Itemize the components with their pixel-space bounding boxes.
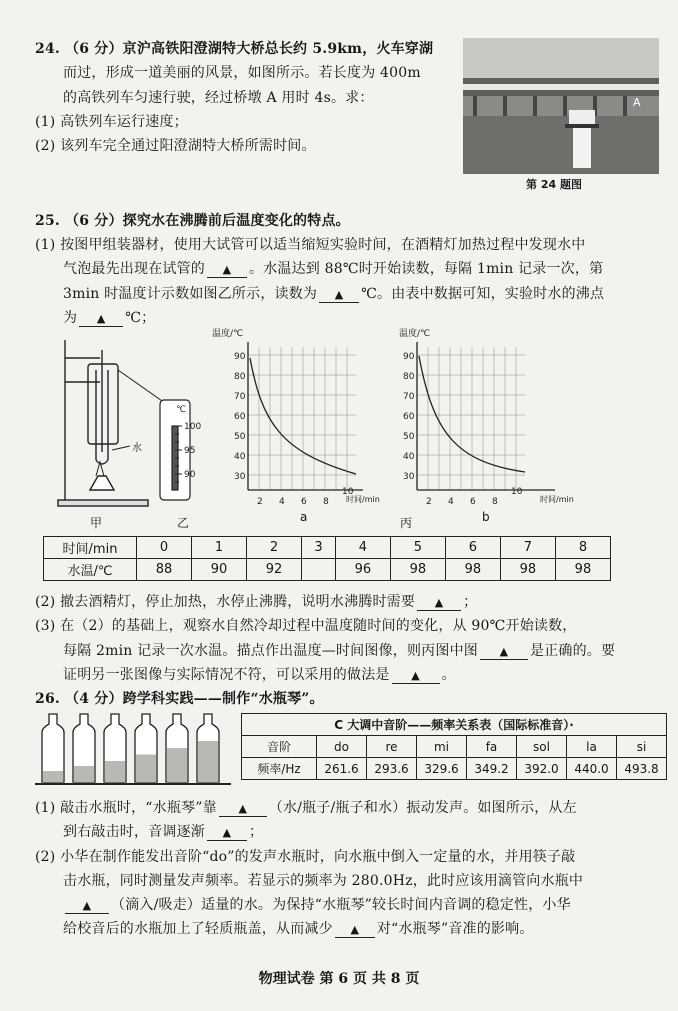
- graph-a-ytick: 90: [234, 352, 246, 362]
- graph-b-ylabel: 温度/℃: [399, 329, 431, 339]
- table-cell: 88: [137, 559, 192, 581]
- water-level: [167, 748, 187, 782]
- water-bottle: [73, 714, 95, 782]
- water-label: 水: [132, 443, 142, 454]
- table-cell: 440.0: [567, 758, 617, 780]
- graph-b-ytick: 50: [403, 432, 415, 442]
- water-level: [105, 761, 125, 782]
- table-row: [242, 758, 667, 780]
- thermometer-unit: ℃: [176, 405, 187, 415]
- q26-part2-line1: (2) 小华在制作能发出音阶“do”的发声水瓶时，向水瓶中倒入一定量的水，并用筷子敲: [35, 849, 576, 865]
- thermometer-tick-95: 95: [184, 446, 196, 456]
- q25-part3-line3: 证明另一张图像与实际情况不符，可以采用的做法是 ▲ 。: [63, 667, 456, 683]
- graph-a-xtick: 10: [342, 487, 354, 497]
- q25-p1-line1: (1) 按图甲组装器材，使用大试管可以适当缩短实验时间，在酒精灯加热过程中发现水中: [35, 237, 586, 253]
- graph-b-ytick: 80: [403, 372, 415, 382]
- graph-b-ytick: 30: [403, 472, 415, 482]
- table-cell: 音阶: [242, 736, 317, 758]
- frequency-table: [241, 713, 667, 780]
- table-cell: 98: [445, 559, 500, 581]
- q26-part1-line1: (1) 敲击水瓶时，“水瓶琴”靠 ▲ （水/瓶子/瓶子和水）振动发声。如图所示，从左: [35, 800, 577, 816]
- pier-a-label: A: [633, 96, 641, 109]
- table-row: [242, 736, 667, 758]
- thermometer-tick-100: 100: [184, 422, 202, 432]
- water-level: [43, 771, 63, 782]
- water-bottles-figure: [35, 712, 235, 788]
- table-cell: 349.2: [467, 758, 517, 780]
- table-cell: 时间/min: [44, 537, 137, 559]
- water-bottle: [42, 714, 64, 782]
- apparatus-figure: [30, 330, 210, 530]
- q25-part3-line2: 每隔 2min 记录一次水温。描点作出温度—时间图像，则丙图中图 ▲ 是正确的。要: [63, 643, 616, 659]
- table-cell: fa: [467, 736, 517, 758]
- graph-b-ytick: 90: [403, 352, 415, 362]
- cooling-graph-b: [385, 322, 597, 522]
- table-cell: 90: [192, 559, 247, 581]
- graph-a-xtick: 8: [323, 497, 329, 507]
- table-cell: 1: [192, 537, 247, 559]
- q24-line1: 24. （6 分）京沪高铁阳澄湖特大桥总长约 5.9km，火车穿湖: [35, 41, 434, 57]
- graph-a-ylabel: 温度/℃: [212, 329, 244, 339]
- water-bottle: [135, 714, 157, 782]
- table-cell: 98: [390, 559, 445, 581]
- table-cell: si: [617, 736, 667, 758]
- table-cell: [302, 559, 336, 581]
- water-bottle: [197, 714, 219, 782]
- graph-b-xtick: 2: [426, 497, 432, 507]
- photo-caption: 第 24 题图: [526, 178, 582, 191]
- table-cell: sol: [517, 736, 567, 758]
- graph-b-xlabel: 时间/min: [540, 495, 574, 504]
- graph-b-xtick: 4: [448, 497, 454, 507]
- table-cell: 4: [335, 537, 390, 559]
- graph-b-xtick: 6: [470, 497, 476, 507]
- fig-jia-label: 甲: [90, 516, 103, 530]
- graph-a-ytick: 70: [234, 392, 246, 402]
- q24-part1: (1) 高铁列车运行速度；: [35, 114, 188, 130]
- q24-line3: 的高铁列车匀速行驶，经过桥墩 A 用时 4s。求：: [63, 90, 374, 106]
- table-cell: 7: [500, 537, 555, 559]
- water-bottle: [166, 714, 188, 782]
- graph-a-xlabel: 时间/min: [346, 495, 380, 504]
- table-cell: la: [567, 736, 617, 758]
- fig-bing-label: 丙: [400, 516, 413, 530]
- table-cell: 8: [555, 537, 610, 559]
- table-cell: do: [317, 736, 367, 758]
- table-cell: 3: [302, 537, 336, 559]
- table-row: [44, 537, 611, 559]
- table-cell: 392.0: [517, 758, 567, 780]
- graph-b-ytick: 70: [403, 392, 415, 402]
- cooling-graph-a: [198, 322, 403, 522]
- graph-a-xtick: 2: [257, 497, 263, 507]
- graph-a-ytick: 50: [234, 432, 246, 442]
- thermometer-tick-90: 90: [184, 470, 196, 480]
- table-cell: 0: [137, 537, 192, 559]
- table-row: [242, 714, 667, 736]
- graph-b-ytick: 40: [403, 452, 415, 462]
- table-cell: 98: [500, 559, 555, 581]
- water-bottle: [104, 714, 126, 782]
- fig-yi-label: 乙: [177, 516, 190, 530]
- q26-title: 26. （4 分）跨学科实践——制作“水瓶琴”。: [35, 691, 324, 707]
- graph-a-xtick: 6: [301, 497, 307, 507]
- table-cell: 92: [247, 559, 302, 581]
- fig-b-label: b: [482, 510, 490, 524]
- table-cell: 98: [555, 559, 610, 581]
- water-level: [74, 766, 94, 782]
- graph-a-ytick: 80: [234, 372, 246, 382]
- q25-p1-line4: 为 ▲ ℃；: [63, 310, 156, 326]
- q24-line2: 而过，形成一道美丽的风景，如图所示。若长度为 400m: [63, 65, 421, 81]
- frequency-table-title: C 大调中音阶——频率关系表（国际标准音）·: [242, 714, 667, 736]
- table-cell: 2: [247, 537, 302, 559]
- table-cell: 329.6: [417, 758, 467, 780]
- water-level: [198, 741, 218, 782]
- q25-part3-line1: (3) 在（2）的基础上，观察水自然冷却过程中温度随时间的变化，从 90℃开始读数，: [35, 618, 577, 634]
- graph-a-ytick: 60: [234, 412, 246, 422]
- graph-a-ytick: 40: [234, 452, 246, 462]
- graph-b-xtick: 10: [511, 487, 523, 497]
- page-footer: 物理试卷 第 6 页 共 8 页: [258, 971, 420, 987]
- fig-a-label: a: [300, 510, 308, 524]
- graph-b-ytick: 60: [403, 412, 415, 422]
- table-row: [44, 559, 611, 581]
- q25-part2: (2) 撤去酒精灯，停止加热，水停止沸腾，说明水沸腾时需要 ▲ ；: [35, 594, 478, 610]
- bridge-photo: [463, 38, 659, 174]
- table-cell: 频率/Hz: [242, 758, 317, 780]
- q26-part1-line2: 到右敲击时，音调逐渐 ▲ ；: [63, 824, 264, 840]
- graph-a-xtick: 4: [279, 497, 285, 507]
- table-cell: re: [367, 736, 417, 758]
- table-cell: 96: [335, 559, 390, 581]
- table-cell: 261.6: [317, 758, 367, 780]
- table-cell: 293.6: [367, 758, 417, 780]
- q26-part2-line2: 击水瓶，同时测量发声频率。若显示的频率为 280.0Hz，此时应该用滴管向水瓶中: [63, 873, 584, 889]
- table-cell: 493.8: [617, 758, 667, 780]
- graph-b-xtick: 8: [492, 497, 498, 507]
- temperature-table: [43, 536, 611, 581]
- graph-a-ytick: 30: [234, 472, 246, 482]
- table-cell: 5: [390, 537, 445, 559]
- table-cell: 6: [445, 537, 500, 559]
- table-cell: mi: [417, 736, 467, 758]
- q24-part2: (2) 该列车完全通过阳澄湖特大桥所需时间。: [35, 138, 316, 154]
- q26-part2-line3: ▲ （滴入/吸走）适量的水。为保持“水瓶琴”较长时间内音调的稳定性，小华: [63, 894, 571, 914]
- water-level: [136, 755, 156, 783]
- q26-part2-line4: 给校音后的水瓶加上了轻质瓶盖，从而减少 ▲ 对“水瓶琴”音准的影响。: [63, 921, 534, 937]
- q25-title: 25. （6 分）探究水在沸腾前后温度变化的特点。: [35, 213, 350, 229]
- q25-p1-line2: 气泡最先出现在试管的 ▲ 。水温达到 88℃时开始读数，每隔 1min 记录一次，第: [63, 261, 604, 277]
- q25-p1-line3: 3min 时温度计示数如图乙所示，读数为 ▲ ℃。由表中数据可知，实验时水的沸点: [63, 286, 605, 302]
- table-cell: 水温/℃: [44, 559, 137, 581]
